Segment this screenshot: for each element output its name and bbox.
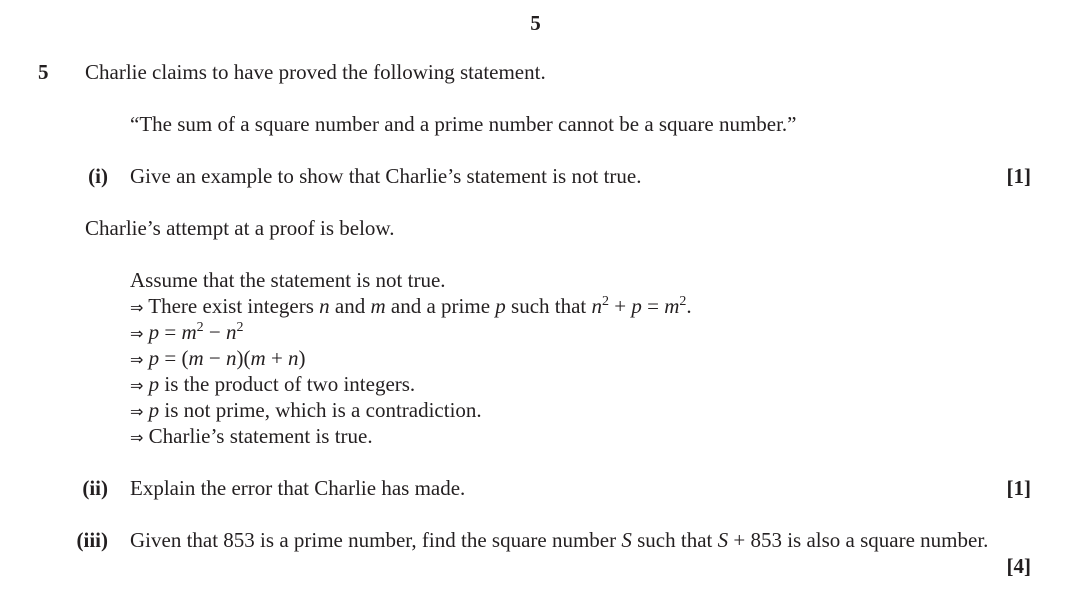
implies-arrow: ⇒ [130,324,144,343]
proof-line-2: ⇒ There exist integers n and m and a prime p such that $n^2 + p = m^2$. [130,294,692,318]
part-i-marks: [1] [1006,164,1031,188]
implies-arrow: ⇒ [130,376,144,395]
quoted-statement: “The sum of a square number and a prime number cannot be a square number.” [130,112,797,136]
part-iii-text: Given that 853 is a prime number, find the square number S such that S + 853 is also a square number. [130,528,989,552]
part-iii-label: (iii) [76,528,108,552]
part-iii-marks: [4] [1006,554,1031,578]
proof-line-3: ⇒ $p = m^2 - n^2$ [130,320,244,344]
part-i-label: (i) [88,164,108,188]
proof-line-1: Assume that the statement is not true. [130,268,446,292]
implies-arrow: ⇒ [130,298,144,317]
question-number: 5 [38,60,49,84]
proof-line-6: ⇒ p is not prime, which is a contradiction. [130,398,482,422]
implies-arrow: ⇒ [130,350,144,369]
proof-line-5: ⇒ p is the product of two integers. [130,372,416,396]
part-ii-label: (ii) [82,476,108,500]
implies-arrow: ⇒ [130,402,144,421]
proof-line-7: ⇒ Charlie’s statement is true. [130,424,373,448]
proof-intro: Charlie’s attempt at a proof is below. [85,216,395,240]
implies-arrow: ⇒ [130,428,144,447]
part-ii-marks: [1] [1006,476,1031,500]
part-i-text: Give an example to show that Charlie’s statement is not true. [130,164,642,188]
page-number: 5 [530,11,541,35]
question-intro: Charlie claims to have proved the following statement. [85,60,546,84]
proof-line-4: ⇒ p = (m − n)(m + n) [130,346,306,370]
part-ii-text: Explain the error that Charlie has made. [130,476,466,500]
